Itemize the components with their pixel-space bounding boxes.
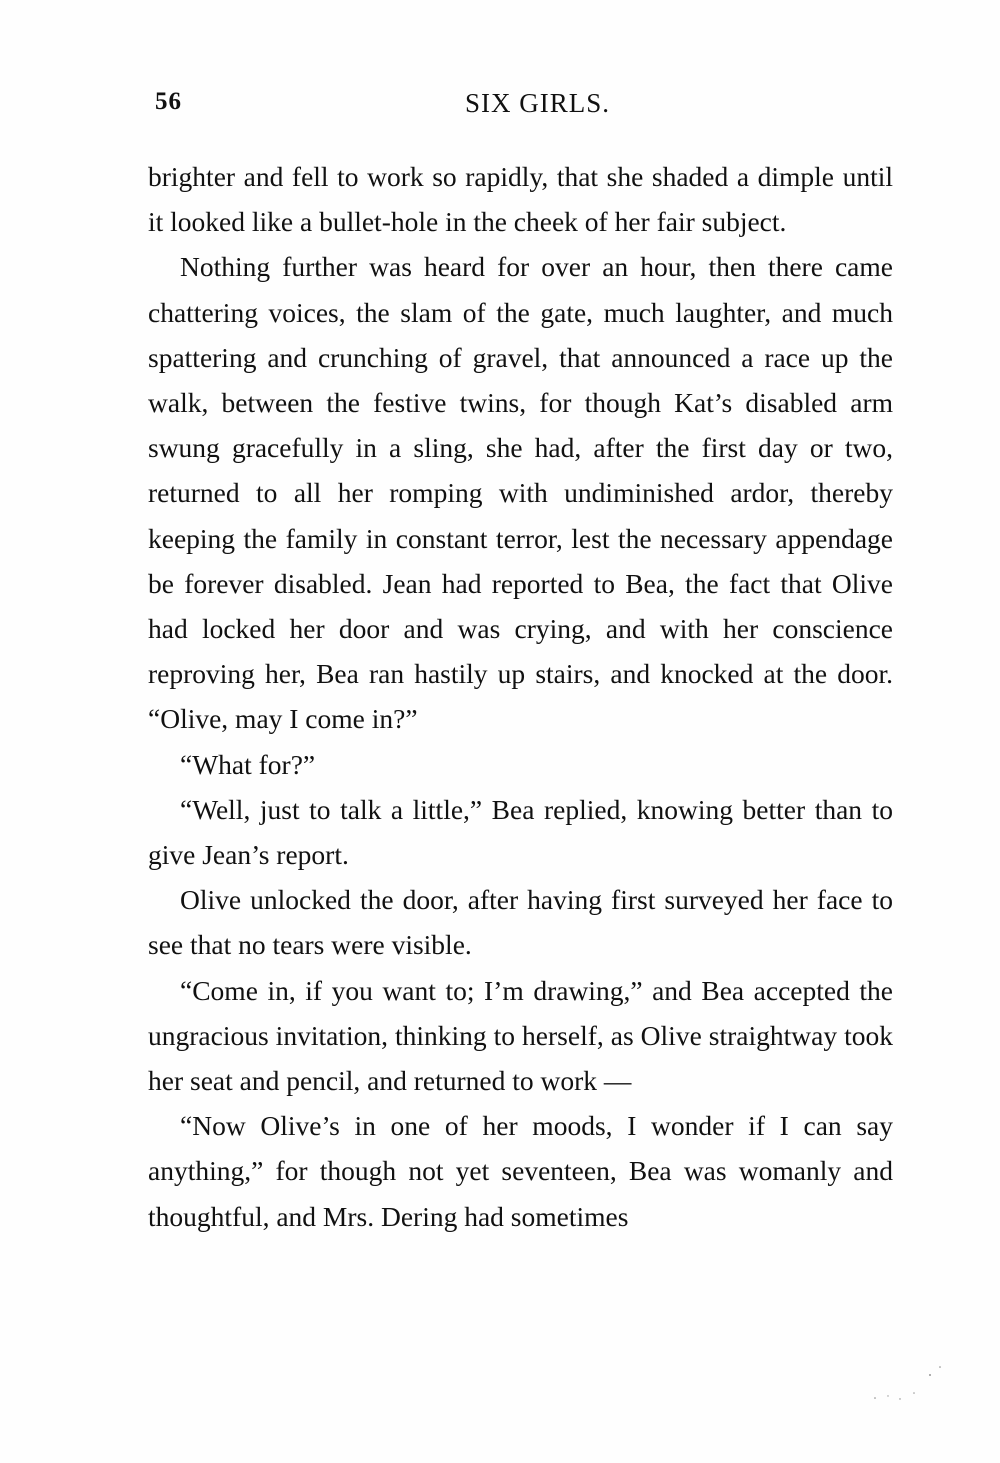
paragraph: “Well, just to talk a little,” Bea replied, knowing better than to give Jean’s report. — [148, 793, 893, 871]
paragraph: “What for?” — [180, 748, 316, 780]
paragraph: Olive unlocked the door, after having first surveyed her face to see that no tears were visible. — [148, 884, 893, 961]
paragraph: “Come in, if you want to; I’m drawing,” and Bea accepted the ungracious invitation, thinking to herself, as Olive straightway took her seat and pencil, and returned to work — — [148, 974, 893, 1097]
running-head — [155, 88, 890, 128]
scan-specks — [870, 1363, 950, 1403]
paragraph: Nothing further was heard for over an hour, then there came chattering voices, the slam of the gate, much laughter, and much spattering and crunching of gravel, that announced a race up the walk, between the festive twins, for though Kat’s disabled arm swung gracefully in a sling, she had, after the first day or two, returned to all her romping with undiminished ardor, thereby keeping the family in constant terror, lest the necessary appendage be forever disabled. Jean had reported to Bea, the fact that Olive had locked her door and was crying, and with her conscience reproving her, Bea ran hastily up stairs, and knocked at the door. “Olive, may I come in?” — [148, 251, 893, 735]
running-title: SIX GIRLS. — [464, 88, 610, 118]
paragraph: brighter and fell to work so rapidly, that she shaded a dimple until it looked like a bullet-hole in the cheek of her fair subject. — [148, 161, 893, 238]
body-text — [148, 154, 893, 1239]
paragraph: “Now Olive’s in one of her moods, I wonder if I can say anything,” for though not yet seventeen, Bea was womanly and thoughtful, and Mrs. Dering had sometimes — [148, 1110, 893, 1232]
page-number: 56 — [155, 88, 182, 115]
